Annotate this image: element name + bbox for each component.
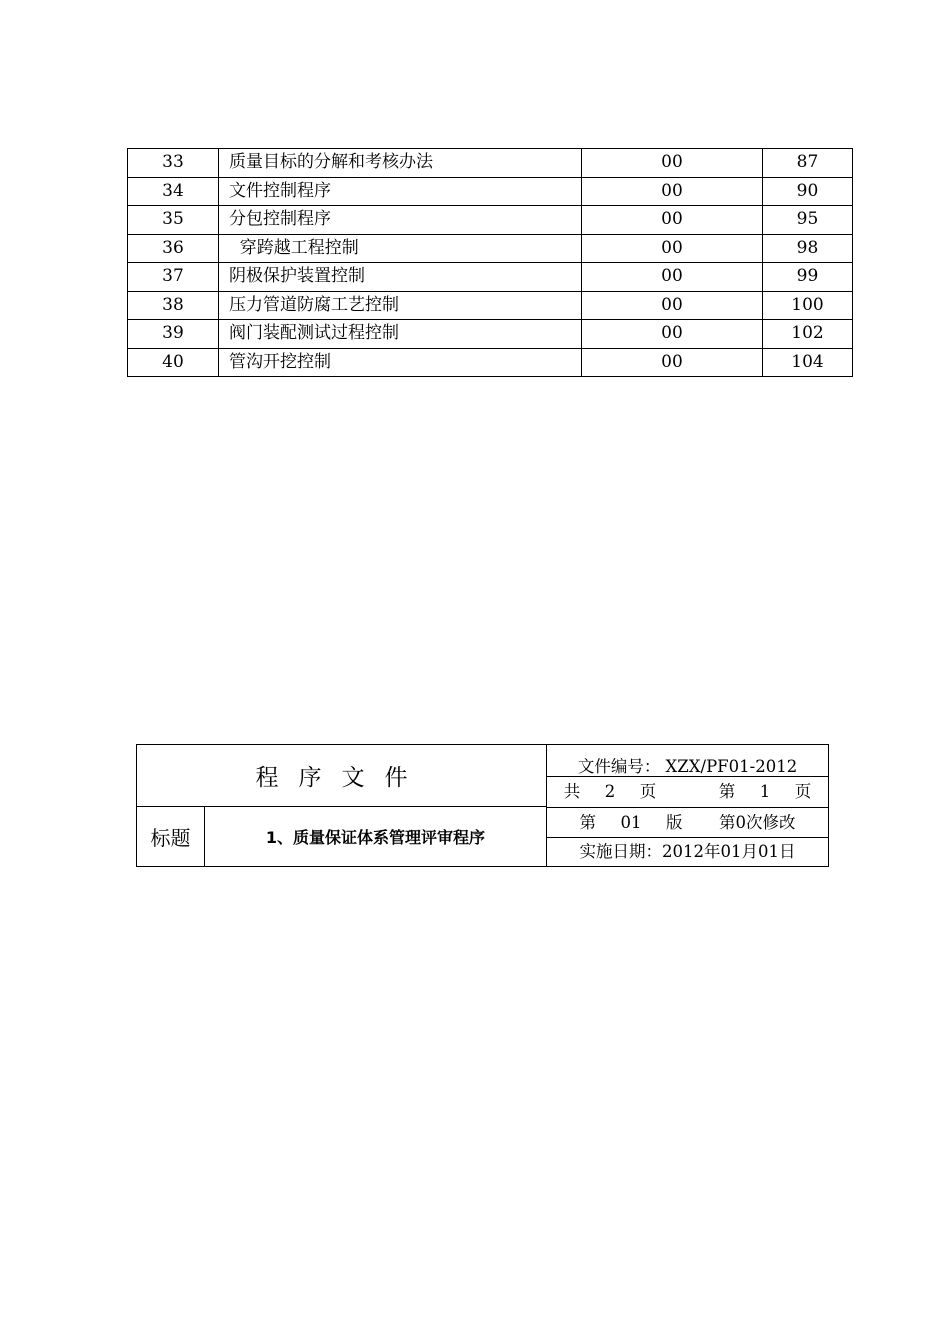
row-version: 00: [582, 348, 763, 377]
row-page: 99: [763, 263, 853, 292]
title-label: 标题: [137, 807, 205, 866]
row-number: 39: [128, 320, 219, 349]
doc-number: 文件编号： XZX/PF01-2012: [547, 749, 828, 777]
row-number: 36: [128, 234, 219, 263]
row-number: 38: [128, 291, 219, 320]
row-page: 87: [763, 149, 853, 178]
table-row: [128, 177, 853, 206]
row-version: 00: [582, 177, 763, 206]
row-page: 90: [763, 177, 853, 206]
total-pages-suffix: 页: [639, 782, 657, 801]
row-title: 阀门装配测试过程控制: [219, 320, 582, 349]
row-version: 00: [582, 263, 763, 292]
table-row: [128, 320, 853, 349]
index-table: [127, 148, 853, 377]
effective-date: 实施日期：2012年01月01日: [579, 842, 796, 861]
row-number: 35: [128, 206, 219, 235]
row-number: 40: [128, 348, 219, 377]
row-title: 文件控制程序: [219, 177, 582, 206]
row-title: 穿跨越工程控制: [219, 234, 582, 263]
row-title: 分包控制程序: [219, 206, 582, 235]
row-page: 102: [763, 320, 853, 349]
total-pages-prefix: 共: [563, 782, 581, 801]
row-title: 质量目标的分解和考核办法: [219, 149, 582, 178]
edition-suffix: 版: [666, 813, 683, 832]
page-suffix: 页: [794, 782, 812, 801]
page-prefix: 第: [718, 782, 736, 801]
table-row: [128, 348, 853, 377]
page-count-row: [547, 777, 828, 808]
row-title: 压力管道防腐工艺控制: [219, 291, 582, 320]
revision: 第0次修改: [719, 813, 796, 832]
edition-number: 01: [620, 813, 642, 832]
document-header-block: [136, 744, 829, 867]
row-version: 00: [582, 149, 763, 178]
row-title: 管沟开挖控制: [219, 348, 582, 377]
doc-type-title: 程序文件: [137, 745, 547, 807]
table-row: [128, 206, 853, 235]
edition-prefix: 第: [579, 813, 596, 832]
row-page: 95: [763, 206, 853, 235]
row-version: 00: [582, 291, 763, 320]
edition-row: [547, 808, 828, 838]
row-number: 34: [128, 177, 219, 206]
row-number: 37: [128, 263, 219, 292]
table-row: [128, 149, 853, 178]
row-number: 33: [128, 149, 219, 178]
row-page: 100: [763, 291, 853, 320]
table-row: [128, 291, 853, 320]
table-row: [128, 234, 853, 263]
row-title: 阴极保护装置控制: [219, 263, 582, 292]
row-page: 104: [763, 348, 853, 377]
total-pages: 2: [604, 782, 616, 801]
document-subject: 1、质量保证体系管理评审程序: [205, 807, 547, 866]
row-version: 00: [582, 320, 763, 349]
table-row: [128, 263, 853, 292]
document-meta: [547, 745, 828, 866]
row-version: 00: [582, 206, 763, 235]
row-version: 00: [582, 234, 763, 263]
row-page: 98: [763, 234, 853, 263]
page-number: 1: [759, 782, 771, 801]
